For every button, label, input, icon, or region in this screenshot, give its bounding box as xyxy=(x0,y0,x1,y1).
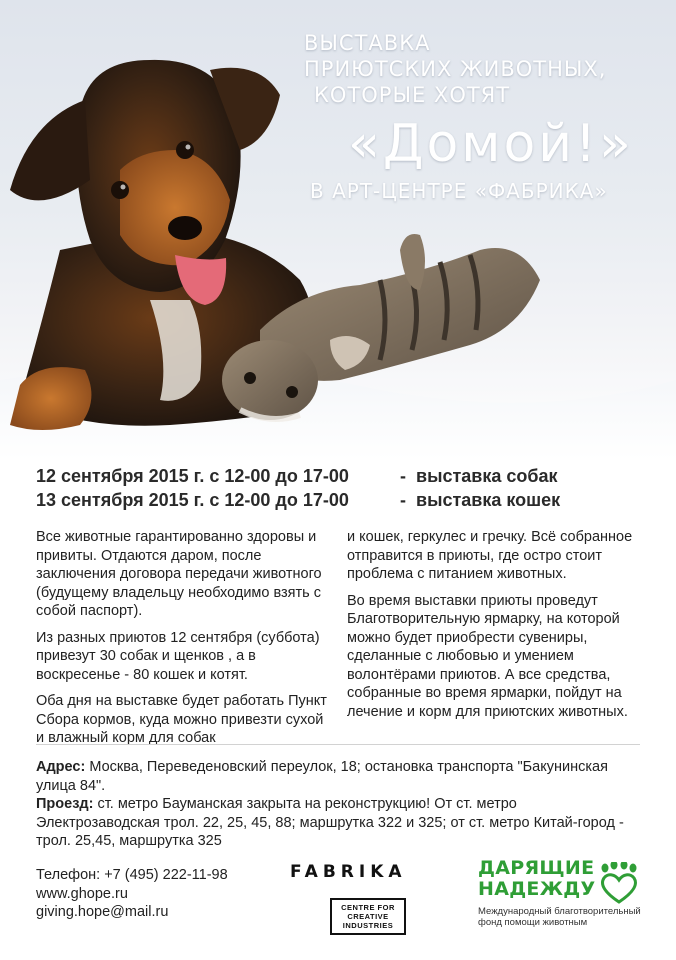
paragraph: Во время выставки приюты проведут Благотворительную ярмарку, на которой можно будет приобрести сувениры, сделанные с любовью и умением волонтёрами приютов. А все средства, собранные во время ярмарки, пойдут на лечение и корм для приютских животных. xyxy=(347,592,628,720)
hero-photo xyxy=(0,0,676,460)
headline-line-3: КОТОРЫЕ ХОТЯТ xyxy=(314,83,511,107)
headline-venue: В АРТ-ЦЕНТРЕ «ФАБРИКА» xyxy=(310,179,608,203)
schedule-date: 13 сентября 2015 г. с 12-00 до 17-00 xyxy=(36,490,349,510)
giving-hope-logo xyxy=(478,858,668,928)
paragraph: Оба дня на выставке будет работать Пункт Сбора кормов, куда можно привезти сухой и влажный корм для собак xyxy=(36,693,327,746)
fabrika-box-line: CREATIVE xyxy=(347,912,389,921)
divider xyxy=(36,744,640,745)
paragraph: Из разных приютов 12 сентября (суббота) привезут 30 собак и щенков , а в воскресенье - 80 кошек и котят. xyxy=(36,629,320,683)
schedule-row xyxy=(36,488,656,512)
address-line: Адрес: Москва, Переведеновский переулок, 18; остановка транспорта "Бакунинская улица 84". xyxy=(36,759,608,794)
schedule-dash: - xyxy=(400,466,406,486)
schedule-dash: - xyxy=(400,490,406,510)
paw-heart-icon xyxy=(596,862,642,906)
fabrika-box-line: CENTRE FOR xyxy=(341,903,395,912)
email-link[interactable]: giving.hope@mail.ru xyxy=(36,904,169,920)
route-label: Проезд xyxy=(36,796,89,812)
contacts xyxy=(36,866,228,922)
schedule-event: выставка кошек xyxy=(416,490,561,510)
route-line: Проезд: ст. метро Бауманская закрыта на реконструкцию! От ст. метро Электрозаводская трол. 22, 25, 45, 88; маршрутка 322 и 325; от ст. метро Китай-город - трол. 25,45, маршрутка 325 xyxy=(36,796,624,849)
right-column xyxy=(347,528,647,729)
paragraph: Все животные гарантированно здоровы и привиты. Отдаются даром, после заключения договора передачи животного (будущему владельцу необходимо взять с собой паспорт). xyxy=(36,529,322,619)
schedule xyxy=(36,464,656,512)
schedule-event: выставка собак xyxy=(416,466,558,486)
hope-logo-line-2: НАДЕЖДУ xyxy=(478,878,596,900)
hope-logo-subtitle-line: фонд помощи животным xyxy=(478,917,588,928)
schedule-date: 12 сентября 2015 г. с 12-00 до 17-00 xyxy=(36,466,349,486)
route-text: ст. метро Бауманская закрыта на реконструкцию! От ст. метро Электрозаводская трол. 22, 25, 45, 88; маршрутка 322 и 325; от ст. метро Китай-город - трол. 25,45, маршрутка 325 xyxy=(36,796,624,849)
hope-logo-line-1: ДАРЯЩИЕ xyxy=(478,857,595,879)
headline xyxy=(300,30,650,204)
fabrika-wordmark: FABRIKA xyxy=(290,862,407,882)
left-column xyxy=(36,528,328,756)
fabrika-box-line: INDUSTRIES xyxy=(342,921,394,930)
address-text: Москва, Переведеновский переулок, 18; остановка транспорта "Бакунинская улица 84". xyxy=(36,759,608,794)
website-link[interactable]: www.ghope.ru xyxy=(36,885,128,902)
fabrika-logo xyxy=(290,862,450,935)
headline-line-1: ВЫСТАВКА xyxy=(304,31,431,55)
fabrika-box xyxy=(330,898,406,935)
headline-line-2: ПРИЮТСКИХ ЖИВОТНЫХ, xyxy=(304,57,607,81)
schedule-row xyxy=(36,464,656,488)
paragraph: и кошек, геркулес и гречку. Всё собранное отправится в приюты, где остро стоит проблема с питанием животных. xyxy=(347,529,633,582)
hope-logo-subtitle-line: Международный благотворительный xyxy=(478,906,641,917)
phone: Телефон: +7 (495) 222-11-98 xyxy=(36,867,228,883)
address-label: Адрес xyxy=(36,759,81,775)
hope-logo-subtitle xyxy=(478,906,668,928)
address-block xyxy=(36,758,636,851)
headline-title: «Домой!» xyxy=(348,114,634,174)
